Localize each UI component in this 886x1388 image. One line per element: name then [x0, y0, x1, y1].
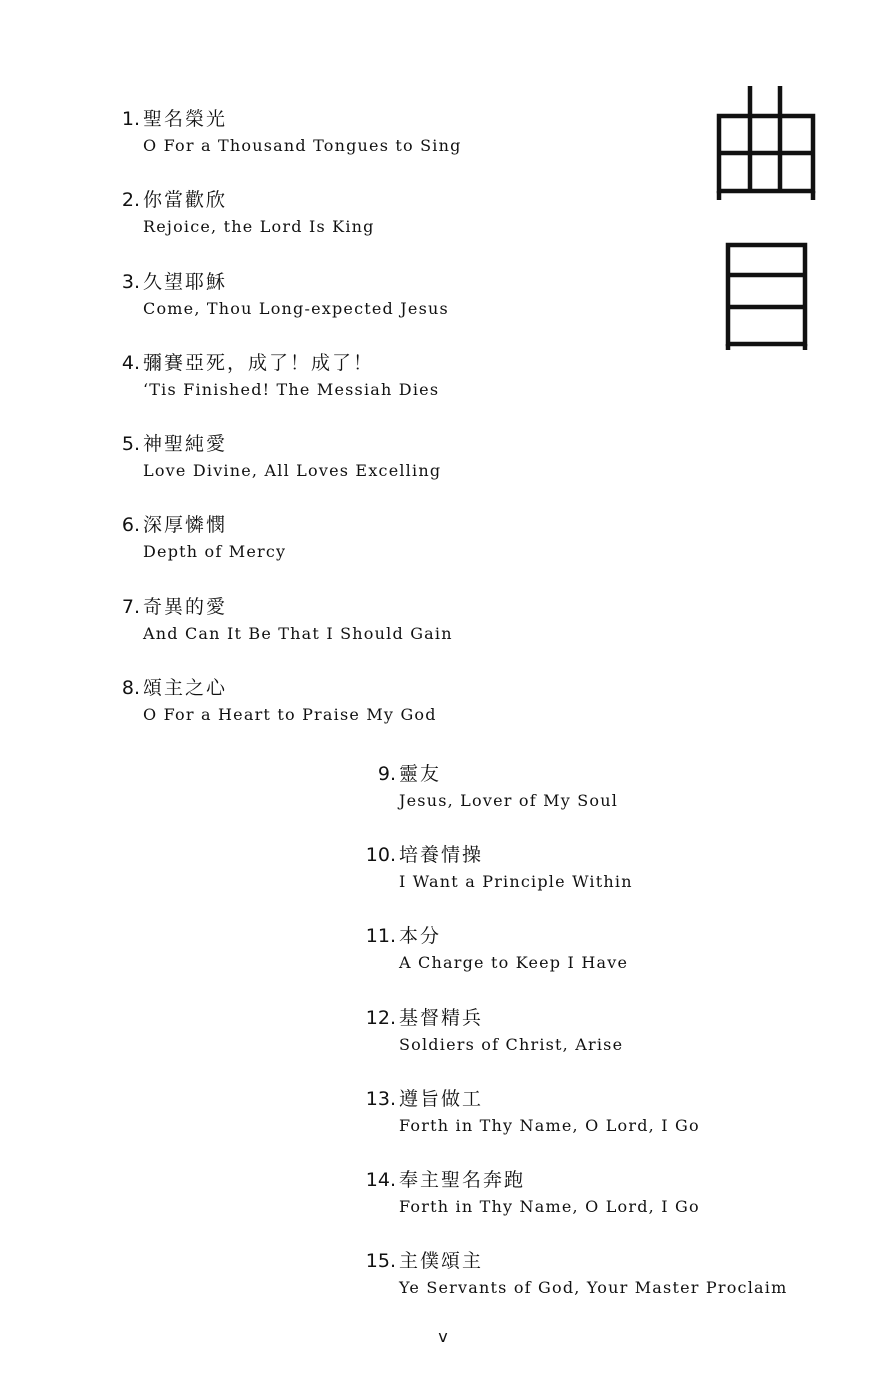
entry-english-title: O For a Heart to Praise My God	[143, 705, 437, 724]
entry-english-title: Forth in Thy Name, O Lord, I Go	[399, 1197, 700, 1216]
entry-number: 12.	[365, 1007, 396, 1029]
entry-number: 8.	[121, 677, 140, 699]
entry-english-title: Soldiers of Christ, Arise	[399, 1035, 624, 1054]
entry-chinese-title: 培養情操	[399, 844, 484, 866]
toc-entry-2	[121, 187, 375, 237]
entry-number: 1.	[121, 108, 140, 130]
entry-english-title: ‘Tis Finished! The Messiah Dies	[143, 380, 440, 399]
toc-entry-11	[365, 923, 629, 973]
entry-chinese-title: 本分	[399, 925, 442, 947]
entry-number: 11.	[365, 925, 396, 947]
entry-number: 15.	[365, 1250, 396, 1272]
entry-number: 6.	[121, 514, 140, 536]
entry-number: 7.	[121, 596, 140, 618]
toc-entry-3	[121, 269, 449, 319]
entry-chinese-title: 遵旨做工	[399, 1088, 484, 1110]
entry-english-title: Forth in Thy Name, O Lord, I Go	[399, 1116, 700, 1135]
entry-english-title: Love Divine, All Loves Excelling	[143, 461, 442, 480]
toc-entry-14	[365, 1167, 700, 1217]
entry-english-title: I Want a Principle Within	[399, 872, 633, 891]
entry-chinese-title: 奇異的愛	[143, 596, 228, 618]
entry-chinese-title: 彌賽亞死，成了！成了！	[143, 352, 375, 374]
toc-entry-10	[365, 842, 633, 892]
toc-entry-1	[121, 106, 462, 156]
entry-english-title: Come, Thou Long-expected Jesus	[143, 299, 449, 318]
toc-entry-8	[121, 675, 437, 725]
entry-chinese-title: 靈友	[399, 763, 442, 785]
toc-entry-15	[365, 1248, 788, 1298]
toc-entry-6	[121, 512, 287, 562]
entry-english-title: And Can It Be That I Should Gain	[143, 624, 453, 643]
entry-chinese-title: 奉主聖名奔跑	[399, 1169, 526, 1191]
toc-entry-13	[365, 1086, 700, 1136]
entry-number: 10.	[365, 844, 396, 866]
toc-entry-9	[377, 761, 619, 811]
entry-english-title: Ye Servants of God, Your Master Proclaim	[399, 1278, 788, 1297]
entry-chinese-title: 主僕頌主	[399, 1250, 484, 1272]
toc-entry-12	[365, 1005, 624, 1055]
entry-number: 4.	[121, 352, 140, 374]
page-number: v	[438, 1327, 448, 1346]
entry-chinese-title: 基督精兵	[399, 1007, 484, 1029]
entry-chinese-title: 頌主之心	[143, 677, 228, 699]
entry-chinese-title: 聖名榮光	[143, 108, 228, 130]
entry-number: 5.	[121, 433, 140, 455]
entry-english-title: Jesus, Lover of My Soul	[399, 791, 619, 810]
entry-english-title: A Charge to Keep I Have	[399, 953, 629, 972]
toc-entry-5	[121, 431, 442, 481]
entry-english-title: Depth of Mercy	[143, 542, 287, 561]
entry-chinese-title: 深厚憐憫	[143, 514, 228, 536]
entry-number: 9.	[377, 763, 396, 785]
entry-english-title: O For a Thousand Tongues to Sing	[143, 136, 462, 155]
toc-entry-7	[121, 594, 453, 644]
entry-english-title: Rejoice, the Lord Is King	[143, 217, 375, 236]
entry-number: 3.	[121, 271, 140, 293]
toc-entry-4	[121, 350, 440, 400]
entry-number: 13.	[365, 1088, 396, 1110]
entry-chinese-title: 神聖純愛	[143, 433, 228, 455]
toc-title-glyphs	[712, 86, 822, 350]
entry-chinese-title: 你當歡欣	[143, 189, 228, 211]
entry-chinese-title: 久望耶穌	[143, 271, 228, 293]
entry-number: 14.	[365, 1169, 396, 1191]
entry-number: 2.	[121, 189, 140, 211]
